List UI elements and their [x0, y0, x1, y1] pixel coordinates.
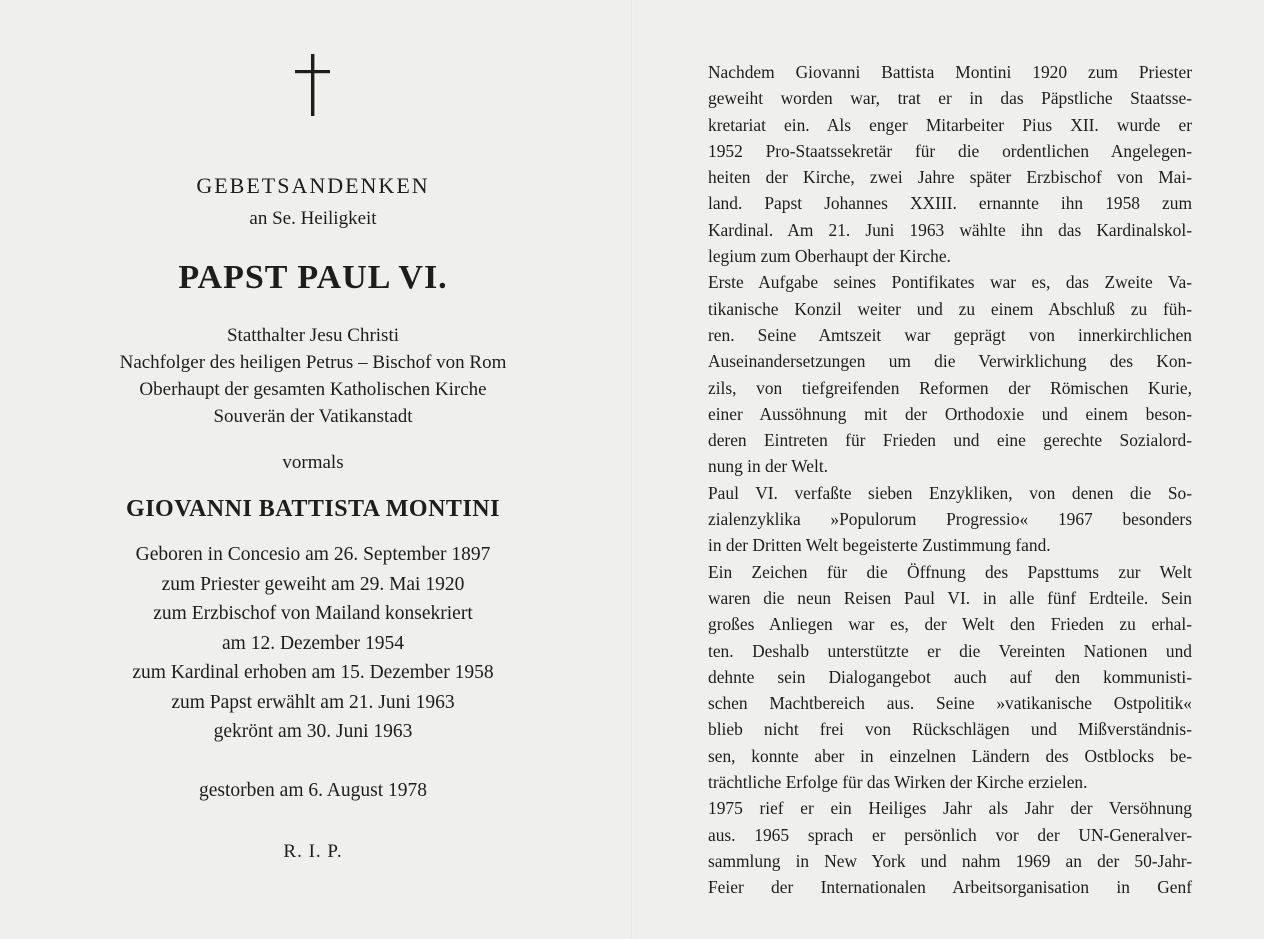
rip-text: R. I. P. — [283, 840, 343, 862]
dedication: an Se. Heiligkeit — [249, 208, 377, 229]
text-line: trächtliche Erfolge für das Wirken der Kirche erzielen. — [708, 772, 1088, 793]
text-line: deren Eintreten für Frieden und eine gerechte Sozialord- — [708, 430, 1192, 451]
date-line: am 12. Dezember 1954 — [222, 632, 404, 654]
text-line: Nachdem Giovanni Battista Montini 1920 zum Priester — [708, 62, 1192, 82]
date-line: Geboren in Concesio am 26. September 1897 — [135, 544, 491, 565]
text-line: großes Anliegen war es, der Welt den Frieden zu erhal- — [708, 614, 1192, 635]
date-line: gekrönt am 30. Juni 1963 — [213, 721, 413, 742]
text-line: zialenzyklika »Populorum Progressio« 1967 besonders — [708, 509, 1192, 530]
date-line: zum Erzbischof von Mailand konsekriert — [153, 603, 473, 624]
text-line: Auseinandersetzungen um die Verwirklichung des Kon- — [708, 351, 1192, 372]
text-line: geweiht worden war, trat er in das Päpstliche Staatsse- — [708, 88, 1192, 109]
memorial-card-front — [40, 50, 586, 865]
text-line: Ein Zeichen für die Öffnung des Papsttums zur Welt — [708, 561, 1192, 582]
text-line: Feier der Internationalen Arbeitsorganisation in Genf — [708, 877, 1192, 898]
formerly-label: vormals — [282, 452, 344, 473]
text-line: einer Aussöhnung mit der Orthodoxie und einem beson- — [708, 403, 1192, 424]
text-line: waren die neun Reisen Paul VI. in alle fünf Erdteile. Sein — [708, 587, 1192, 608]
text-line: Kardinal. Am 21. Juni 1963 wählte ihn das Kardinalskol- — [708, 219, 1192, 240]
pope-name-title: PAPST PAUL VI. — [178, 259, 448, 296]
header-title: GEBETSANDENKEN — [196, 173, 430, 198]
text-line: ren. Seine Amtszeit war geprägt von innerkirchlichen — [708, 324, 1192, 345]
text-line: zils, von tiefgreifenden Reformen der Römischen Kurie, — [708, 377, 1192, 398]
text-line: sen, konnte aber in einzelnen Ländern des Ostblocks be- — [708, 745, 1192, 766]
text-line: dehnte sein Dialogangebot auch auf den kommunisti- — [708, 666, 1192, 687]
text-line: tikanische Konzil weiter und zu einem Abschluß zu füh- — [708, 298, 1192, 319]
text-line: in der Dritten Welt begeisterte Zustimmung fand. — [708, 535, 1051, 556]
title-line: Oberhaupt der gesamten Katholischen Kirche — [139, 379, 487, 400]
text-line: sammlung in New York und nahm 1969 an der 50-Jahr- — [708, 850, 1192, 871]
text-line: schen Machtbereich aus. Seine »vatikanische Ostpolitik« — [708, 693, 1192, 714]
date-line: zum Papst erwählt am 21. Juni 1963 — [171, 691, 455, 713]
cross-icon — [293, 50, 333, 120]
text-line: land. Papst Johannes XXIII. ernannte ihn 1958 zum — [708, 193, 1192, 214]
text-line: blieb nicht frei von Rückschlägen und Mißverständnis- — [708, 719, 1192, 740]
text-line: ten. Deshalb unterstützte er die Vereinten Nationen und — [708, 640, 1192, 661]
text-line: kretariat ein. Als enger Mitarbeiter Pius XII. wurde er — [708, 114, 1192, 135]
title-line: Souverän der Vatikanstadt — [213, 406, 413, 427]
text-line: legium zum Oberhaupt der Kirche. — [708, 246, 951, 267]
text-line: heiten der Kirche, zwei Jahre später Erzbischof von Mai- — [708, 167, 1192, 188]
text-line: nung in der Welt. — [708, 456, 828, 477]
text-line: Paul VI. verfaßte sieben Enzykliken, von denen die So- — [708, 482, 1192, 503]
titles-list — [40, 322, 586, 430]
text-line: 1975 rief er ein Heiliges Jahr als Jahr der Versöhnung — [708, 798, 1192, 819]
birth-name: GIOVANNI BATTISTA MONTINI — [126, 496, 500, 522]
text-line: Erste Aufgabe seines Pontifikates war es, das Zweite Va- — [708, 272, 1192, 293]
date-line: zum Priester geweiht am 29. Mai 1920 — [161, 573, 465, 595]
date-line: zum Kardinal erhoben am 15. Dezember 1958 — [132, 662, 494, 683]
text-line: 1952 Pro-Staatssekretär für die ordentlichen Angelegen- — [708, 140, 1192, 161]
title-line: Nachfolger des heiligen Petrus – Bischof von Rom — [119, 352, 507, 373]
life-dates — [40, 540, 586, 747]
title-line: Statthalter Jesu Christi — [226, 325, 400, 346]
biography-text — [708, 59, 1192, 901]
death-date: gestorben am 6. August 1978 — [198, 779, 428, 801]
page-fold — [631, 0, 633, 939]
text-line: aus. 1965 sprach er persönlich vor der UN-Generalver- — [708, 824, 1192, 845]
